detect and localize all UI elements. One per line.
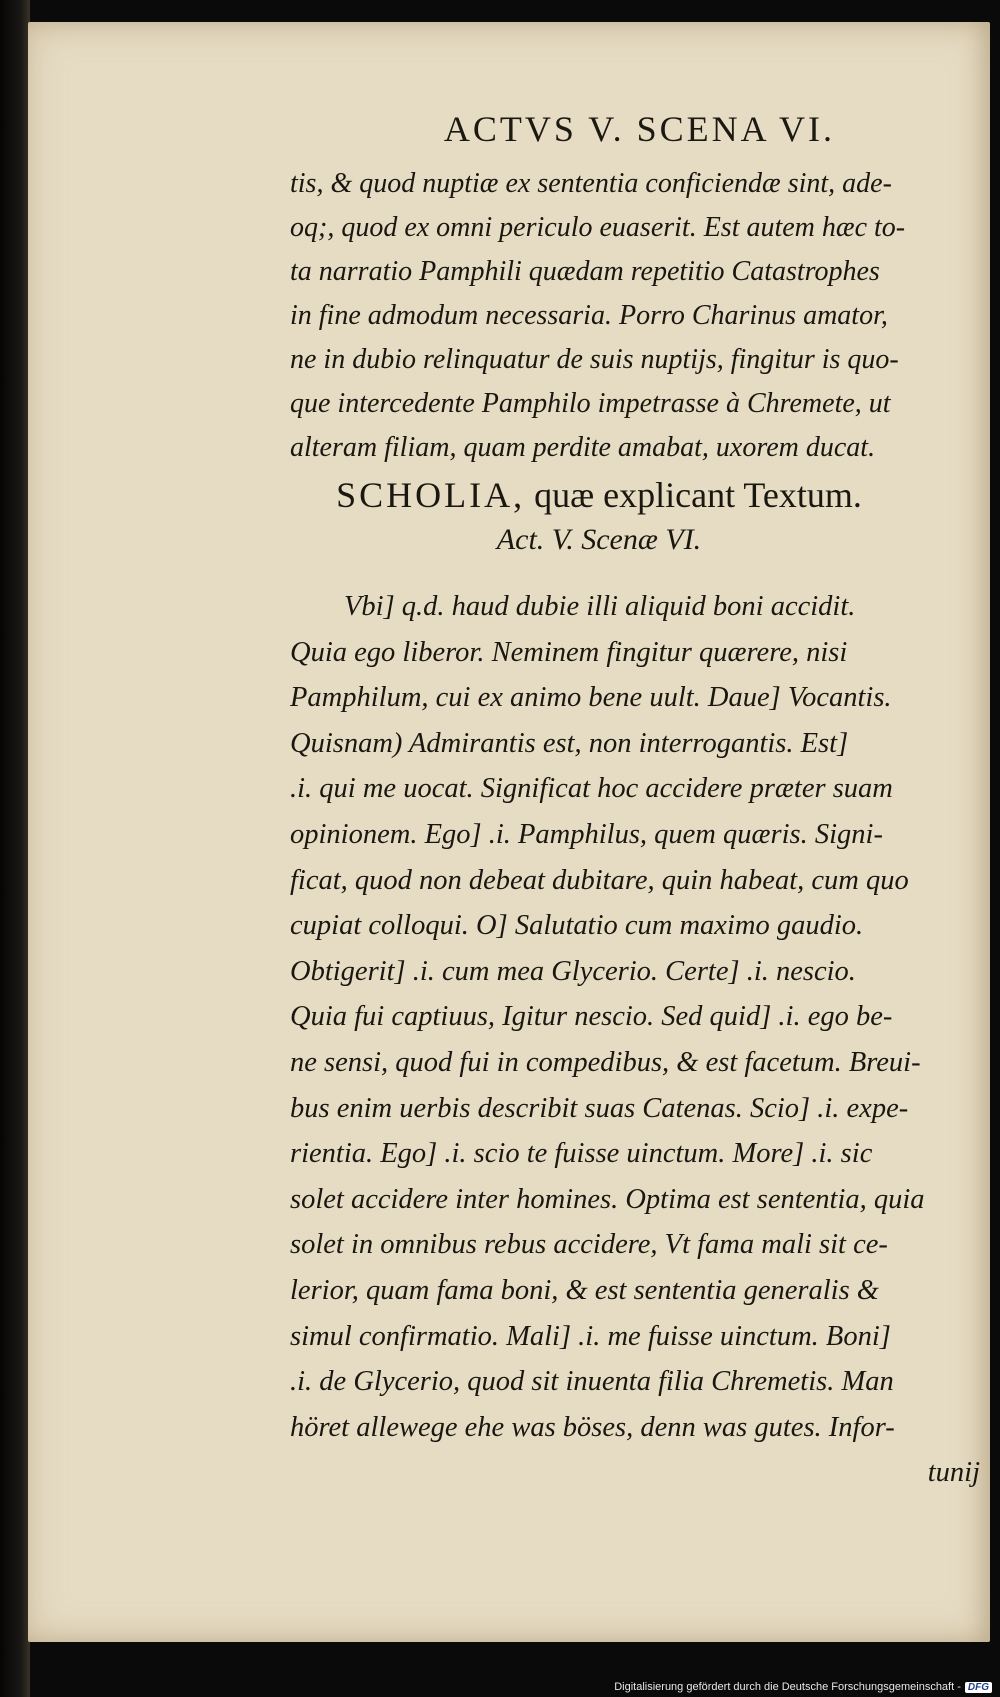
text-line: solet in omnibus rebus accidere, Vt fama mali sit ce- [290, 1229, 888, 1261]
text-line: simul confirmatio. Mali] .i. me fuisse uinctum. Boni] [290, 1320, 891, 1352]
digitization-credit [614, 1681, 992, 1693]
text-line: cupiat colloqui. O] Salutatio cum maximo gaudio. [290, 910, 864, 942]
text-line: in fine admodum necessaria. Porro Charinus amator, [290, 300, 888, 331]
text-line: rientia. Ego] .i. scio te fuisse uinctum. More] .i. sic [290, 1138, 873, 1170]
section-title-caps: SCHOLIA, [336, 475, 526, 515]
text-line: .i. de Glycerio, quod sit inuenta filia Chremetis. Man [290, 1366, 894, 1398]
text-line: alteram filiam, quam perdite amabat, uxorem ducat. [290, 432, 876, 463]
text-line: que intercedente Pamphilo impetrasse à Chremete, ut [290, 388, 891, 419]
text-line: höret allewege ehe was böses, denn was gutes. Infor- [290, 1411, 895, 1443]
section-subtitle: Act. V. Scenæ VI. [496, 523, 702, 556]
text-line: Quisnam) Admirantis est, non interrogantis. Est] [290, 727, 849, 759]
text-line: Quia fui captiuus, Igitur nescio. Sed quid] .i. ego be- [290, 1001, 893, 1033]
text-line: Pamphilum, cui ex animo bene uult. Daue] Vocantis. [290, 682, 892, 714]
scholia-paragraph [290, 584, 980, 1496]
text-line: ta narratio Pamphili quædam repetitio Catastrophes [290, 256, 880, 287]
narration-paragraph [290, 162, 980, 470]
text-line: ne sensi, quod fui in compedibus, & est facetum. Breui- [290, 1046, 921, 1078]
section-title-rest: quæ explicant Textum. [525, 475, 862, 515]
text-line: Quia ego liberor. Neminem fingitur quærere, nisi [290, 636, 848, 668]
book-binding-edge [0, 0, 30, 1697]
credit-text: Digitalisierung gefördert durch die Deutsche Forschungsgemeinschaft - [614, 1681, 961, 1693]
text-line: tis, & quod nuptiæ ex sententia conficiendæ sint, ade- [290, 168, 892, 199]
text-line: ficat, quod non debeat dubitare, quin habeat, cum quo [290, 864, 909, 896]
text-line: bus enim uerbis describit suas Catenas. Scio] .i. expe- [290, 1092, 909, 1124]
text-line: Vbi] q.d. haud dubie illi aliquid boni accidit. [344, 591, 856, 622]
text-line: solet accidere inter homines. Optima est sententia, quia [290, 1183, 925, 1215]
section-title [28, 472, 990, 562]
text-line: .i. qui me uocat. Significat hoc accidere præter suam [290, 773, 893, 805]
text-line: lerior, quam fama boni, & est sententia generalis & [290, 1274, 879, 1306]
book-page [28, 22, 990, 1642]
section-title-main [208, 472, 990, 518]
dfg-logo-icon: DFG [965, 1682, 992, 1693]
text-line: oq;, quod ex omni periculo euaserit. Est autem hæc to- [290, 212, 906, 243]
catchword: tunij [927, 1457, 980, 1489]
text-line: Obtigerit] .i. cum mea Glycerio. Certe] .i. nescio. [290, 955, 856, 987]
text-line: opinionem. Ego] .i. Pamphilus, quem quæris. Signi- [290, 818, 883, 850]
running-head: ACTVS V. SCENA VI. [443, 109, 835, 149]
text-line: ne in dubio relinquatur de suis nuptijs, fingitur is quo- [290, 344, 899, 375]
